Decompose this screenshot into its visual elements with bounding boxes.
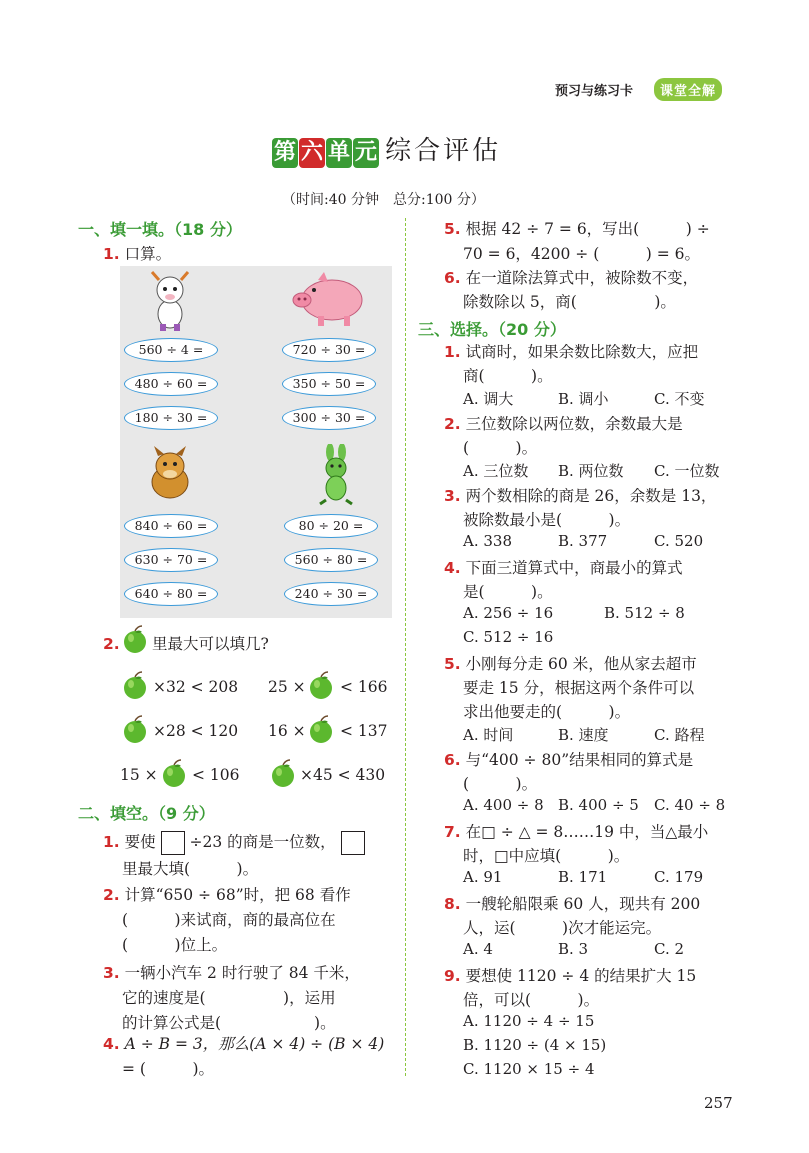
s3-q1-opt-b: B. 调小 <box>558 390 609 408</box>
q-text: 在□ ÷ △ = 8……19 中，当△最小 <box>465 823 709 841</box>
s3-q4-opt-a: A. 256 ÷ 16 <box>463 604 554 622</box>
q-text: 与“400 ÷ 80”结果相同的算式是 <box>465 751 694 769</box>
s3-q6-opt-c: C. 40 ÷ 8 <box>654 796 726 814</box>
q-text: ÷23 的商是一位数， <box>189 833 336 851</box>
s3-q4-opt-b: B. 512 ÷ 8 <box>604 604 685 622</box>
apple-icon <box>120 670 150 700</box>
column-divider <box>405 218 406 1076</box>
s2-q1-line2: 里最大填( )。 <box>122 860 259 878</box>
oral-calc-4: 350 ÷ 50 = <box>282 372 376 396</box>
oral-calc-5: 180 ÷ 30 = <box>124 406 218 430</box>
header-badge: 课堂全解 <box>654 78 722 101</box>
s1-q1 <box>103 242 171 266</box>
title-char-4: 元 <box>353 138 379 168</box>
s2-q3-line3: 的计算公式是( )。 <box>122 1014 336 1032</box>
apple-icon <box>120 624 150 654</box>
q-text: 计算“650 ÷ 68”时，把 68 看作 <box>124 886 351 904</box>
s3-q2-opt-a: A. 三位数 <box>463 462 529 480</box>
q-number: 5. <box>444 655 461 673</box>
s1-q2-text: 里最大可以填几? <box>152 635 269 653</box>
s2-q6-line1 <box>444 266 698 290</box>
time-score-info: （时间:40 分钟 总分:100 分） <box>282 192 485 208</box>
apple-expr-6: ×45 < 430 <box>300 766 386 784</box>
q-text: 试商时，如果余数比除数大，应把 <box>465 343 699 361</box>
s3-q9-opt-a: A. 1120 ÷ 4 ÷ 15 <box>463 1012 595 1030</box>
s2-q5-line2: 70 = 6，4200 ÷ ( ) = 6。 <box>463 245 701 263</box>
s3-q1-line1 <box>444 340 698 364</box>
s3-q9-opt-b: B. 1120 ÷ (4 × 15) <box>463 1036 607 1054</box>
q-number: 6. <box>444 269 461 287</box>
s3-q8-line2: 人，运( )次才能运完。 <box>463 919 662 937</box>
s2-q4-line2: = ( )。 <box>122 1060 215 1078</box>
s3-q3-opt-c: C. 520 <box>654 532 704 550</box>
section-2-title: 二、填空。（9 分） <box>78 804 215 823</box>
s3-q7-line2: 时，□中应填( )。 <box>463 847 630 865</box>
q-text: 要使 <box>124 833 156 851</box>
apple-expr-5a: 15 × <box>120 766 158 784</box>
apple-expr-1: ×32 < 208 <box>153 678 239 696</box>
oral-calc-6: 300 ÷ 30 = <box>282 406 376 430</box>
oral-calc-panel <box>120 266 392 618</box>
q-text: 口算。 <box>124 245 172 263</box>
s3-q5-line1 <box>444 652 697 676</box>
s3-q5-opt-c: C. 路程 <box>654 726 705 744</box>
s3-q7-opt-a: A. 91 <box>463 868 503 886</box>
s3-q1-opt-c: C. 不变 <box>654 390 705 408</box>
s3-q8-opt-c: C. 2 <box>654 940 685 958</box>
title-char-1: 第 <box>272 138 298 168</box>
s2-q5-line1 <box>444 217 710 241</box>
q-number: 1. <box>103 833 120 851</box>
s3-q6-opt-b: B. 400 ÷ 5 <box>558 796 639 814</box>
header-label: 预习与练习卡 <box>555 84 634 99</box>
q-number: 2. <box>103 635 120 653</box>
q-number: 7. <box>444 823 461 841</box>
title-char-2: 六 <box>299 138 325 168</box>
oral-calc-10: 560 ÷ 80 = <box>284 548 378 572</box>
answer-box <box>161 831 185 855</box>
q-number: 3. <box>444 487 461 505</box>
s3-q5-opt-b: B. 速度 <box>558 726 609 744</box>
s3-q8-opt-a: A. 4 <box>463 940 493 958</box>
q-number: 1. <box>444 343 461 361</box>
q-number: 2. <box>103 886 120 904</box>
s3-q7-line1 <box>444 820 708 844</box>
s3-q5-line2: 要走 15 分，根据这两个条件可以 <box>463 679 695 697</box>
s2-q1-line1 <box>103 830 365 855</box>
goat-illustration <box>142 270 198 332</box>
apple-icon <box>268 758 298 788</box>
q-text: 在一道除法算式中，被除数不变， <box>465 269 699 287</box>
oral-calc-11: 640 ÷ 80 = <box>124 582 218 606</box>
pig-illustration <box>288 270 368 330</box>
q-number: 1. <box>103 245 120 263</box>
q-number: 4. <box>103 1035 120 1053</box>
s3-q5-line3: 求出他要走的( )。 <box>463 703 631 721</box>
s3-q2-opt-b: B. 两位数 <box>558 462 624 480</box>
s2-q6-line2: 除数除以 5，商( )。 <box>463 293 676 311</box>
apple-icon <box>159 758 189 788</box>
s3-q2-line2: ( )。 <box>463 439 538 457</box>
apple-expr-3: ×28 < 120 <box>153 722 239 740</box>
s1-q2 <box>103 632 120 656</box>
s3-q4-opt-c: C. 512 ÷ 16 <box>463 628 554 646</box>
q-number: 6. <box>444 751 461 769</box>
title-rest: 综合评估 <box>385 136 502 166</box>
s3-q6-opt-a: A. 400 ÷ 8 <box>463 796 544 814</box>
s3-q1-opt-a: A. 调大 <box>463 390 514 408</box>
horse-illustration <box>140 444 200 504</box>
s3-q1-line2: 商( )。 <box>463 367 553 385</box>
q-text: 两个数相除的商是 26，余数是 13， <box>465 487 717 505</box>
s3-q4-line1 <box>444 556 683 580</box>
oral-calc-2: 720 ÷ 30 = <box>282 338 376 362</box>
s2-q3-line2: 它的速度是( )，运用 <box>122 989 336 1007</box>
q-number: 4. <box>444 559 461 577</box>
s3-q5-opt-a: A. 时间 <box>463 726 514 744</box>
q-number: 5. <box>444 220 461 238</box>
section-3-title: 三、选择。（20 分） <box>418 320 566 339</box>
q-text: 一辆小汽车 2 时行驶了 84 千米， <box>124 964 360 982</box>
s3-q9-line2: 倍，可以( )。 <box>463 991 600 1009</box>
s3-q8-opt-b: B. 3 <box>558 940 589 958</box>
apple-icon <box>306 714 336 744</box>
oral-calc-12: 240 ÷ 30 = <box>284 582 378 606</box>
s3-q7-opt-b: B. 171 <box>558 868 608 886</box>
s3-q3-opt-a: A. 338 <box>463 532 512 550</box>
rabbit-illustration <box>312 444 360 506</box>
apple-expr-2b: < 166 <box>340 678 388 696</box>
q-text: 根据 42 ÷ 7 = 6，写出( ) ÷ <box>465 220 710 238</box>
apple-icon <box>306 670 336 700</box>
section-1-title: 一、填一填。（18 分） <box>78 220 242 239</box>
q-text: 三位数除以两位数，余数最大是 <box>465 415 683 433</box>
s2-q4-line1 <box>103 1032 384 1056</box>
q-number: 2. <box>444 415 461 433</box>
oral-calc-8: 80 ÷ 20 = <box>284 514 378 538</box>
answer-box <box>341 831 365 855</box>
s3-q8-line1 <box>444 892 700 916</box>
oral-calc-9: 630 ÷ 70 = <box>124 548 218 572</box>
s3-q3-opt-b: B. 377 <box>558 532 608 550</box>
s3-q6-line1 <box>444 748 693 772</box>
s3-q2-line1 <box>444 412 683 436</box>
s2-q3-line1 <box>103 961 360 985</box>
s3-q3-line1 <box>444 484 716 508</box>
oral-calc-3: 480 ÷ 60 = <box>124 372 218 396</box>
oral-calc-7: 840 ÷ 60 = <box>124 514 218 538</box>
apple-expr-4b: < 137 <box>340 722 388 740</box>
s3-q2-opt-c: C. 一位数 <box>654 462 720 480</box>
s2-q2-line1 <box>103 883 351 907</box>
s3-q4-line2: 是( )。 <box>463 583 553 601</box>
title-char-3: 单 <box>326 138 352 168</box>
apple-icon <box>120 714 150 744</box>
q-text: 一艘轮船限乘 60 人，现共有 200 <box>465 895 701 913</box>
apple-expr-4a: 16 × <box>268 722 306 740</box>
s3-q7-opt-c: C. 179 <box>654 868 704 886</box>
q-text: 小刚每分走 60 米，他从家去超市 <box>465 655 697 673</box>
q-number: 9. <box>444 967 461 985</box>
s2-q2-line3: ( )位上。 <box>122 936 228 954</box>
s3-q6-line2: ( )。 <box>463 775 538 793</box>
q-text: 下面三道算式中，商最小的算式 <box>465 559 683 577</box>
q-text: 要想使 1120 ÷ 4 的结果扩大 15 <box>465 967 697 985</box>
s3-q9-line1 <box>444 964 696 988</box>
page-number: 257 <box>704 1094 733 1112</box>
s3-q3-line2: 被除数最小是( )。 <box>463 511 631 529</box>
q-number: 8. <box>444 895 461 913</box>
apple-expr-5b: < 106 <box>192 766 240 784</box>
apple-expr-2a: 25 × <box>268 678 306 696</box>
page-title <box>272 130 501 168</box>
s3-q9-opt-c: C. 1120 × 15 ÷ 4 <box>463 1060 595 1078</box>
oral-calc-1: 560 ÷ 4 = <box>124 338 218 362</box>
q-text: A ÷ B = 3，那么(A × 4) ÷ (B × 4) <box>124 1035 385 1053</box>
q-number: 3. <box>103 964 120 982</box>
s2-q2-line2: ( )来试商，商的最高位在 <box>122 911 336 929</box>
